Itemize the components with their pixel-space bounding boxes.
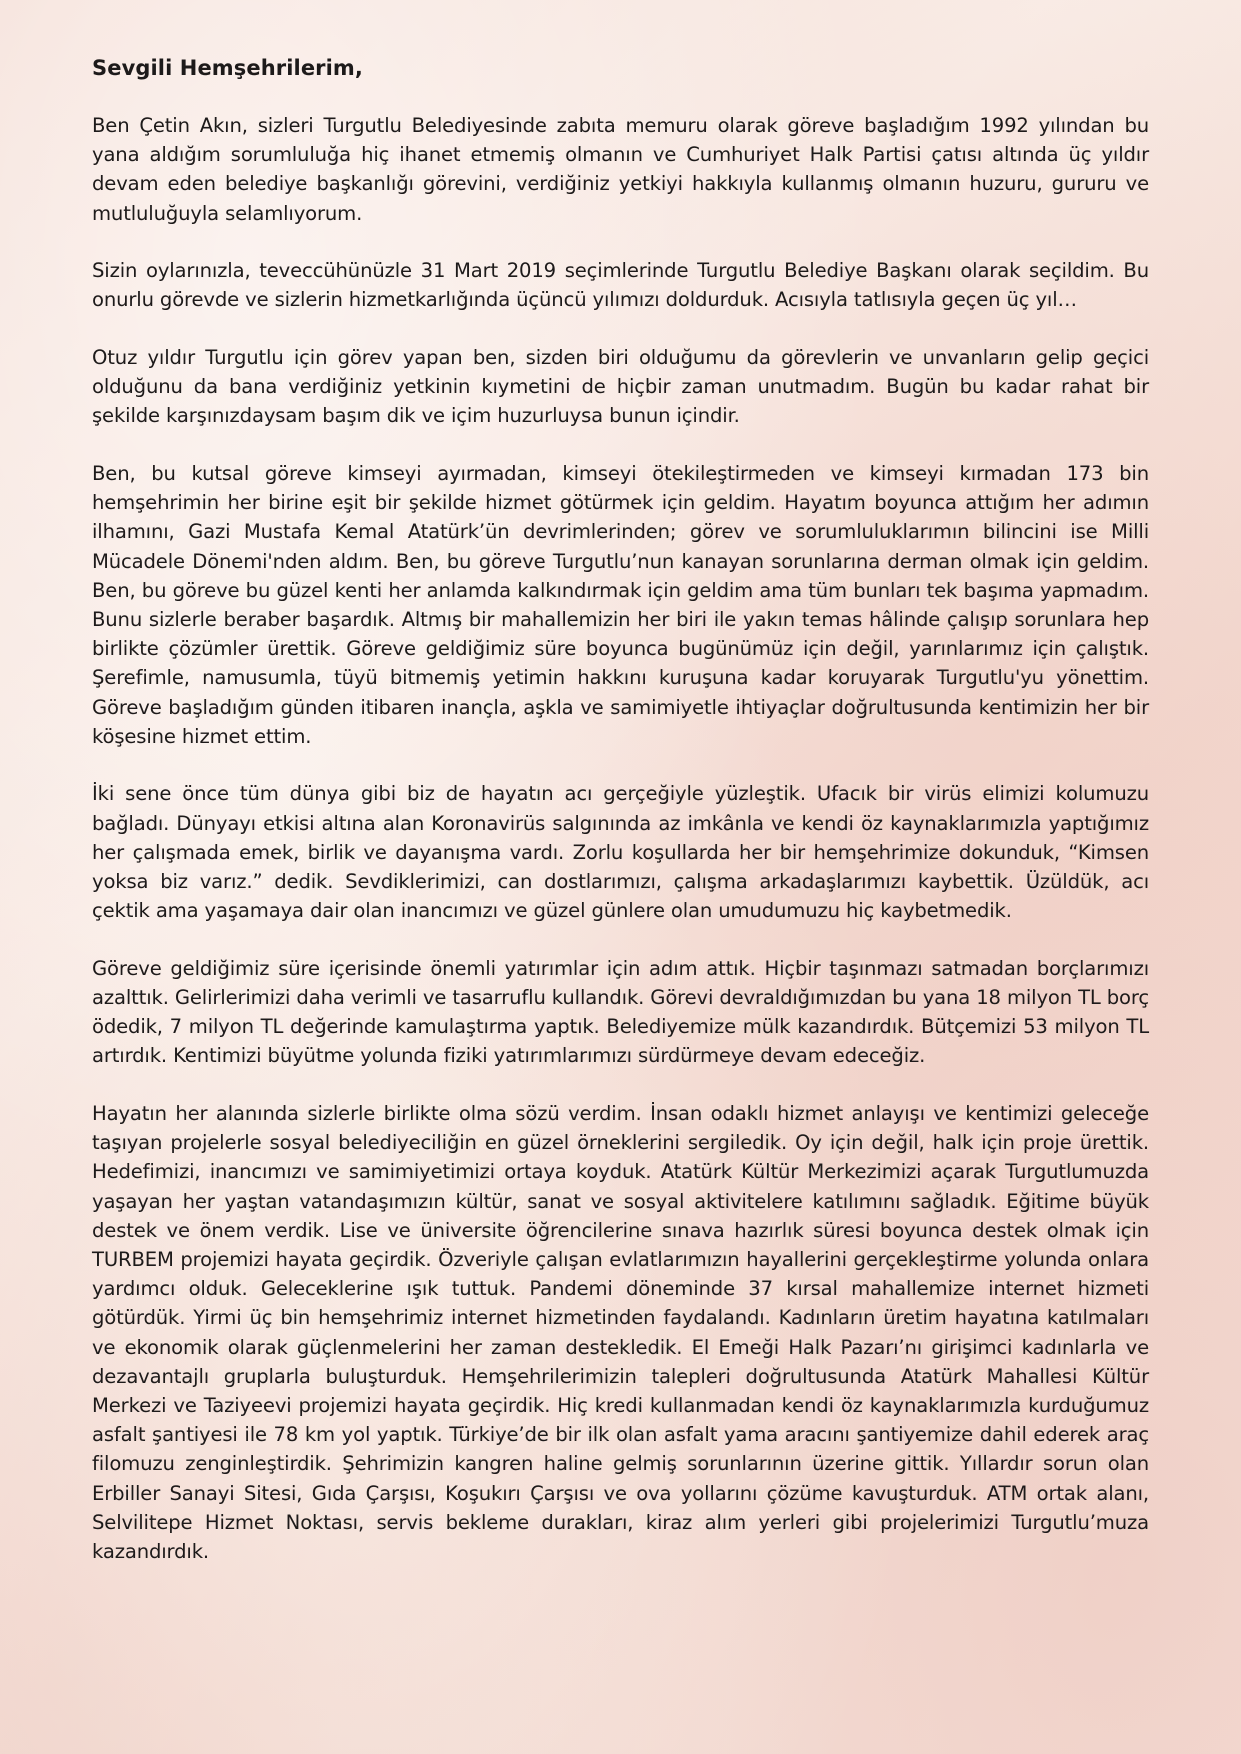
letter-paragraph-3: Otuz yıldır Turgutlu için görev yapan ben, sizden biri olduğumu da görevlerin ve unvanların gelip geçici olduğunu da bana verdiğiniz yetkinin kıymetini de hiçbir zaman unutmadım. Bugün bu kadar rahat bir şekilde karşınızdaysam başım dik ve içim huzurluysa bunun içindir. bbox=[92, 346, 1149, 428]
letter-paragraph-1: Ben Çetin Akın, sizleri Turgutlu Belediyesinde zabıta memuru olarak göreve başladığım 1992 yılından bu yana aldığım sorumluluğa hiç ihanet etmemiş olmanın ve Cumhuriyet Halk Partisi çatısı altında üç yıldır devam eden belediye başkanlığı görevini, verdiğiniz yetkiyi hakkıyla kullanmış olmanın huzuru, gururu ve mutluluğuyla selamlıyorum. bbox=[92, 114, 1149, 225]
letter-paragraph-6: Göreve geldiğimiz süre içerisinde önemli yatırımlar için adım attık. Hiçbir taşınmazı satmadan borçlarımızı azalttık. Gelirlerimizi daha verimli ve tasarruflu kullandık. Görevi devraldığımızdan bu yana 18 milyon TL borç ödedik, 7 milyon TL değerinde kamulaştırma yaptık. Belediyemize mülk kazandırdık. Bütçemizi 53 milyon TL artırdık. Kentimizi büyütme yolunda fiziki yatırımlarımızı sürdürmeye devam edeceğiz. bbox=[92, 956, 1149, 1068]
letter-paragraph-4: Ben, bu kutsal göreve kimseyi ayırmadan, kimseyi ötekileştirmeden ve kimseyi kırmadan 173 bin hemşehrimin her birine eşit bir şekilde hizmet götürmek için geldim. Hayatım boyunca attığım her adımın ilhamını, Gazi Mustafa Kemal Atatürk’ün devrimlerinden; görev ve sorumluluklarımın bilincini ise Milli Mücadele Dönemi'nden aldım. Ben, bu göreve Turgutlu’nun kanayan sorunlarına derman olmak için geldim. Ben, bu göreve bu güzel kenti her anlamda kalkındırmak için geldim ama tüm bunları tek başıma yapmadım. Bunu sizlerle beraber başardık. Altmış bir mahallemizin her biri ile yakın temas hâlinde çalışıp sorunlara hep birlikte çözümler ürettik. Göreve geldiğimiz süre boyunca bugünümüz için değil, yarınlarımız için çalıştık. Şerefimle, namusumla, tüyü bitmemiş yetimin hakkını kuruşuna kadar koruyarak Turgutlu'yu yönettim. Göreve başladığım günden itibaren inançla, aşkla ve samimiyetle ihtiyaçlar doğrultusunda kentimizin her bir köşesine hizmet ettim. bbox=[92, 462, 1149, 748]
letter-paragraph-2: Sizin oylarınızla, teveccühünüzle 31 Mart 2019 seçimlerinde Turgutlu Belediye Başkanı olarak seçildim. Bu onurlu görevde ve sizlerin hizmetkarlığında üçüncü yılımızı doldurduk. Acısıyla tatlısıyla geçen üç yıl… bbox=[92, 259, 1149, 312]
letter-salutation: Sevgili Hemşehrilerim, bbox=[92, 56, 363, 80]
letter-paragraph-5: İki sene önce tüm dünya gibi biz de hayatın acı gerçeğiyle yüzleştik. Ufacık bir virüs elimizi kolumuzu bağladı. Dünyayı etkisi altına alan Koronavirüs salgınında az imkânla ve kendi öz kaynaklarımızla yaptığımız her çalışmada emek, birlik ve dayanışma vardı. Zorlu koşullarda her bir hemşehrimize dokunduk, “Kimsen yoksa biz varız.” dedik. Sevdiklerimizi, can dostlarımızı, çalışma arkadaşlarımızı kaybettik. Üzüldük, acı çektik ama yaşamaya dair olan inancımızı ve güzel günlere olan umudumuzu hiç kaybetmedik. bbox=[92, 782, 1149, 923]
letter-paragraph-7: Hayatın her alanında sizlerle birlikte olma sözü verdim. İnsan odaklı hizmet anlayışı ve kentimizi geleceğe taşıyan projelerle sosyal belediyeciliğin en güzel örneklerini sergiledik. Oy için değil, halk için proje ürettik. Hedefimizi, inancımızı ve samimiyetimizi ortaya koyduk. Atatürk Kültür Merkezimizi açarak Turgutlumuzda yaşayan her yaştan vatandaşımızın kültür, sanat ve sosyal aktivitelere katılımını sağladık. Eğitime büyük destek ve önem verdik. Lise ve üniversite öğrencilerine sınava hazırlık süresi boyunca destek olmak için TURBEM projemizi hayata geçirdik. Özveriyle çalışan evlatlarımızın hayallerini gerçekleştirme yolunda onlara yardımcı olduk. Geleceklerine ışık tuttuk. Pandemi döneminde 37 kırsal mahallemize internet hizmeti götürdük. Yirmi üç bin hemşehrimiz internet hizmetinden faydalandı. Kadınların üretim hayatına katılmaları ve ekonomik olarak güçlenmelerini her zaman destekledik. El Emeği Halk Pazarı’nı girişimci kadınlarla ve dezavantajlı gruplarla buluşturduk. Hemşehrilerimizin talepleri doğrultusunda Atatürk Mahallesi Kültür Merkezi ve Taziyeevi projemizi hayata geçirdik. Hiç kredi kullanmadan kendi öz kaynaklarımızla kurduğumuz asfalt şantiyesi ile 78 km yol yaptık. Türkiye’de bir ilk olan asfalt yama aracını şantiyemize dahil ederek araç filomuzu zenginleştirdik. Şehrimizin kangren haline gelmiş sorunlarının üzerine gittik. Yıllardır sorun olan Erbiller Sanayi Sitesi, Gıda Çarşısı, Koşukırı Çarşısı ve ova yollarını çözüme kavuşturduk. ATM ortak alanı, Selvilitepe Hizmet Noktası, servis bekleme durakları, kiraz alım yerleri gibi projelerimizi Turgutlu’muza kazandırdık. bbox=[92, 1102, 1149, 1564]
